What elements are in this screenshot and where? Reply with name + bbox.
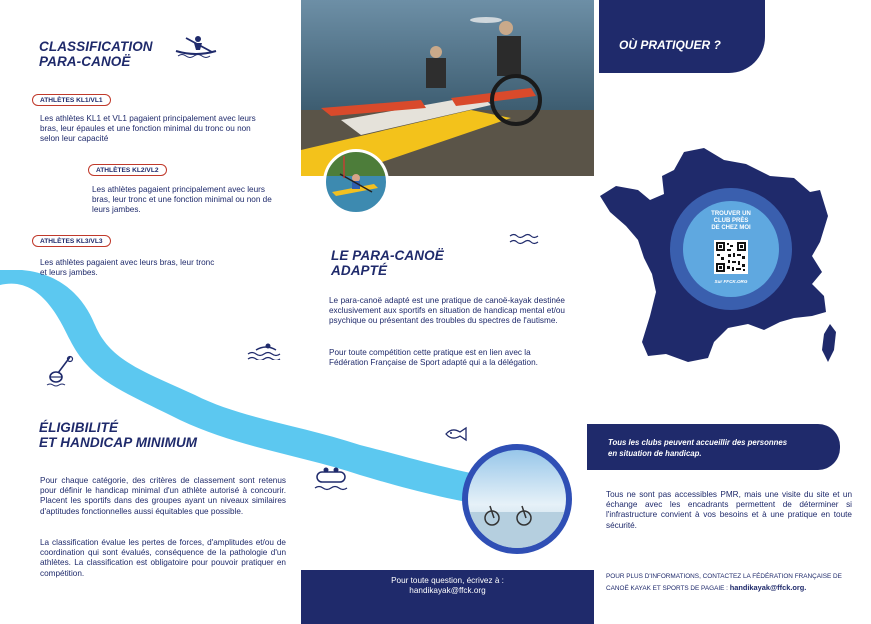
fish-icon xyxy=(444,426,470,442)
photo-wheelchairs-lake-circle xyxy=(462,444,572,554)
kayaker-icon xyxy=(172,34,220,60)
where-title: OÙ PRATIQUER ? xyxy=(619,38,721,52)
class-badge-kl1: ATHLÈTES KL1/VL1 xyxy=(32,94,111,106)
classification-title-line2: PARA-CANOË xyxy=(39,54,131,69)
eligibility-paragraph-1: Pour chaque catégorie, des critères de classement sont retenus pour définir le handicap minimal d'un athlète autorisé à concourir. Placent les sportifs dans des groupes ayant un niveaux similaires d'aptitudes fonctionnelles aussi équitables que possible. xyxy=(40,476,286,516)
photo-kayak-race-circle xyxy=(322,148,390,216)
class-text-kl2: Les athlètes pagaient principalement avec leurs bras, leur tronc et une fonction minimal ou non de leurs jambes. xyxy=(92,185,272,215)
eligibility-title-line2: ET HANDICAP MINIMUM xyxy=(39,435,198,450)
eligibility-title xyxy=(39,420,197,450)
qr-label xyxy=(697,211,765,232)
clubs-highlight-box xyxy=(587,424,840,470)
buoy-icon xyxy=(44,355,76,389)
adapted-title xyxy=(331,248,444,278)
qr-label-line2: CLUB PRÈS xyxy=(713,218,749,224)
qr-label-line3: DE CHEZ MOI xyxy=(711,225,751,231)
adapted-title-line1: LE PARA-CANOË xyxy=(331,248,444,263)
eligibility-paragraph-2: La classification évalue les pertes de forces, d'amplitudes et/ou de coordination qui sont évalués, conséquence de la pathologie d'un athlètes. La classification est obligatoire pour pouvoir pratiquer en compétition. xyxy=(40,538,286,578)
class-badge-kl3: ATHLÈTES KL3/VL3 xyxy=(32,235,111,247)
classification-title xyxy=(39,39,153,69)
contact-box xyxy=(301,570,594,624)
more-info-email[interactable]: handikayak@ffck.org. xyxy=(729,582,807,592)
class-text-kl3: Les athlètes pagaient avec leurs bras, leur tronc et leurs jambes. xyxy=(40,258,215,278)
adapted-paragraph-1: Le para-canoë adapté est une pratique de canoë-kayak destinée exclusivement aux sportifs en situation de handicap mental et/ou psychique ou présentant des troubles du spectres de l'autisme. xyxy=(329,296,565,326)
contact-line1: Pour toute question, écrivez à : xyxy=(391,576,504,585)
qr-code[interactable] xyxy=(714,240,748,274)
eligibility-title-line1: ÉLIGIBILITÉ xyxy=(39,420,119,435)
class-text-kl1: Les athlètes KL1 et VL1 pagaient principalement avec leurs bras, leur épaules et une fonction minimal du tronc ou non selon leur capacité xyxy=(40,114,256,144)
contact-email[interactable]: handikayak@ffck.org xyxy=(409,586,486,596)
qr-label-line1: TROUVER UN xyxy=(711,211,751,217)
where-header-box xyxy=(599,0,765,73)
raft-icon xyxy=(312,464,350,494)
adapted-title-line2: ADAPTÉ xyxy=(331,263,388,278)
classification-title-line1: CLASSIFICATION xyxy=(39,39,153,54)
more-info-text xyxy=(606,572,854,594)
more-info-prefix: POUR PLUS D'INFORMATIONS, CONTACTEZ LA FÉDÉRATION FRANÇAISE DE CANOË KAYAK ET SPORTS DE PAGAIE : xyxy=(606,573,842,592)
qr-caption: Sur FFCK.ORG xyxy=(714,279,748,284)
adapted-paragraph-2: Pour toute compétition cette pratique est en lien avec la Fédération Française de Sport adapté qui a la délégation. xyxy=(329,348,538,368)
accessibility-paragraph: Tous ne sont pas accessibles PMR, mais une visite du site et un échange avec les encadrants permettent de déterminer si l'infrastructure convient à vos besoins et à une pratique en toute sécurité. xyxy=(606,490,852,530)
waves-icon xyxy=(508,232,540,246)
clubs-highlight-line1: Tous les clubs peuvent accueillir des personnes xyxy=(608,438,788,447)
swimmer-icon xyxy=(246,340,286,360)
clubs-highlight-line2: en situation de handicap. xyxy=(608,449,702,458)
class-badge-kl2: ATHLÈTES KL2/VL2 xyxy=(88,164,167,176)
